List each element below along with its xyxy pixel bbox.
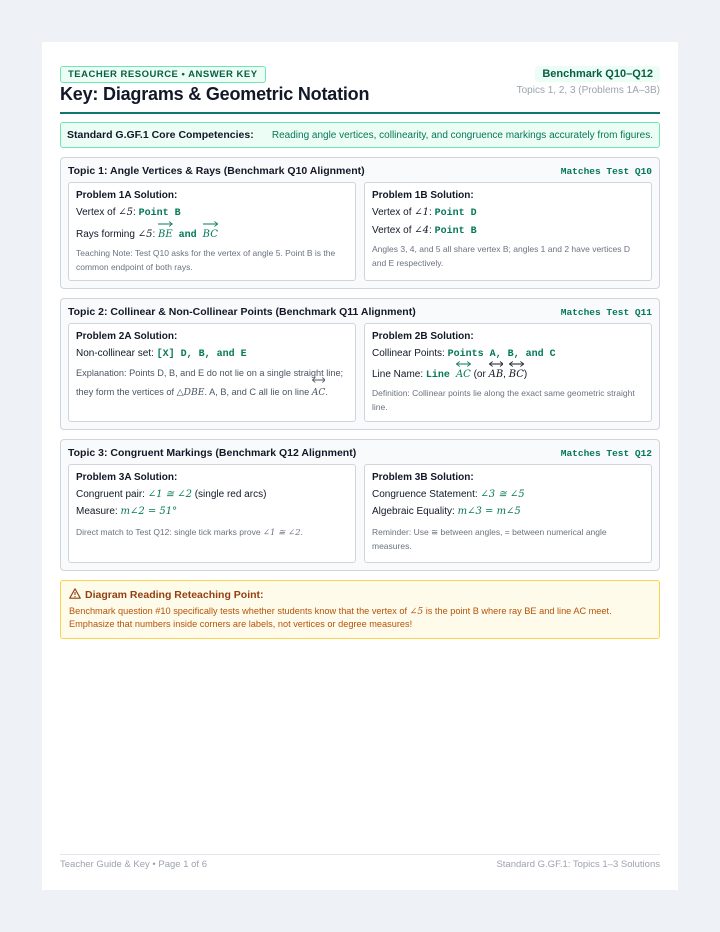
match-label: Matches Test Q12 xyxy=(560,447,652,459)
benchmark-badge: Benchmark Q10–Q12 xyxy=(535,66,660,82)
reteaching-alert xyxy=(60,580,660,639)
page-title: Key: Diagrams & Geometric Notation xyxy=(60,84,370,104)
problem-title: Problem 2B Solution: xyxy=(372,331,474,342)
standard-label: Standard G.GF.1 Core Competencies: xyxy=(67,129,254,141)
solution-line: Rays forming ∠5: BE and BC xyxy=(76,227,348,243)
solution-line: Measure: m∠2 = 51° xyxy=(76,506,178,517)
teaching-note: Teaching Note: Test Q10 asks for the vertex of angle 5. Point B is the common endpoint of both rays. xyxy=(76,248,336,272)
problem-title: Problem 1A Solution: xyxy=(76,190,178,201)
problem-3b-card xyxy=(364,464,652,563)
resource-tag: TEACHER RESOURCE • ANSWER KEY xyxy=(60,66,266,83)
problem-1a-card xyxy=(68,182,356,281)
topic-3-section xyxy=(60,439,660,571)
problem-title: Problem 2A Solution: xyxy=(76,331,178,342)
topic-title: Topic 3: Congruent Markings (Benchmark Q12 Alignment) xyxy=(68,447,357,459)
header-rule xyxy=(60,112,660,114)
teaching-note: Angles 3, 4, and 5 all share vertex B; angles 1 and 2 have vertices D and E respectively. xyxy=(372,244,630,268)
solution-line: Non-collinear set: [X] D, B, and E xyxy=(76,348,247,360)
problem-title: Problem 3B Solution: xyxy=(372,472,474,483)
solution-line: Congruence Statement: ∠3 ≅ ∠5 xyxy=(372,489,525,500)
solution-line: Vertex of ∠1: Point D xyxy=(372,207,477,219)
solution-line: Collinear Points: Points A, B, and C xyxy=(372,348,556,360)
problem-1b-card xyxy=(364,182,652,281)
alert-title: Diagram Reading Reteaching Point: xyxy=(85,589,264,601)
match-label: Matches Test Q10 xyxy=(560,165,652,177)
topic-title: Topic 2: Collinear & Non-Collinear Points (Benchmark Q11 Alignment) xyxy=(68,306,416,318)
problem-title: Problem 1B Solution: xyxy=(372,190,474,201)
page-footer xyxy=(60,854,660,870)
explanation: Explanation: Points D, B, and E do not lie on a single straight line; they form the vertices of △DBE. A, B, and C all lie on line AC. xyxy=(76,368,344,398)
footer-left: Teacher Guide & Key • Page 1 of 6 xyxy=(60,859,207,870)
solution-line: Line Name: Line AC (or AB, BC) xyxy=(372,367,644,383)
match-note: Direct match to Test Q12: single tick marks prove ∠1 ≅ ∠2. xyxy=(76,527,303,538)
topic-2-section xyxy=(60,298,660,430)
footer-right: Standard G.GF.1: Topics 1–3 Solutions xyxy=(496,859,660,870)
definition-note: Definition: Collinear points lie along the exact same geometric straight line. xyxy=(372,388,635,412)
problem-2a-card xyxy=(68,323,356,422)
standard-banner xyxy=(60,122,660,148)
solution-line: Congruent pair: ∠1 ≅ ∠2 (single red arcs) xyxy=(76,489,267,500)
problem-2b-card xyxy=(364,323,652,422)
page-header xyxy=(60,64,660,105)
solution-line: Algebraic Equality: m∠3 = m∠5 xyxy=(372,506,521,517)
answer-key-page xyxy=(42,42,678,890)
topic-1-section xyxy=(60,157,660,289)
reminder-note: Reminder: Use ≅ between angles, = between numerical angle measures. xyxy=(372,527,607,551)
warning-icon xyxy=(69,588,81,602)
topics-range: Topics 1, 2, 3 (Problems 1A–3B) xyxy=(516,85,660,96)
standard-text: Reading angle vertices, collinearity, and congruence markings accurately from figures. xyxy=(271,129,653,141)
solution-line: Vertex of ∠5: Point B xyxy=(76,207,181,219)
topic-title: Topic 1: Angle Vertices & Rays (Benchmark Q10 Alignment) xyxy=(68,165,365,177)
match-label: Matches Test Q11 xyxy=(560,306,652,318)
problem-title: Problem 3A Solution: xyxy=(76,472,178,483)
problem-3a-card xyxy=(68,464,356,563)
solution-line: Vertex of ∠4: Point B xyxy=(372,225,477,237)
alert-text: Benchmark question #10 specifically tests whether students know that the vertex of ∠5 is the point B where ray BE and line AC meet. Emphasize that numbers inside corners are labels, not vertices or degree measures! xyxy=(69,606,612,629)
